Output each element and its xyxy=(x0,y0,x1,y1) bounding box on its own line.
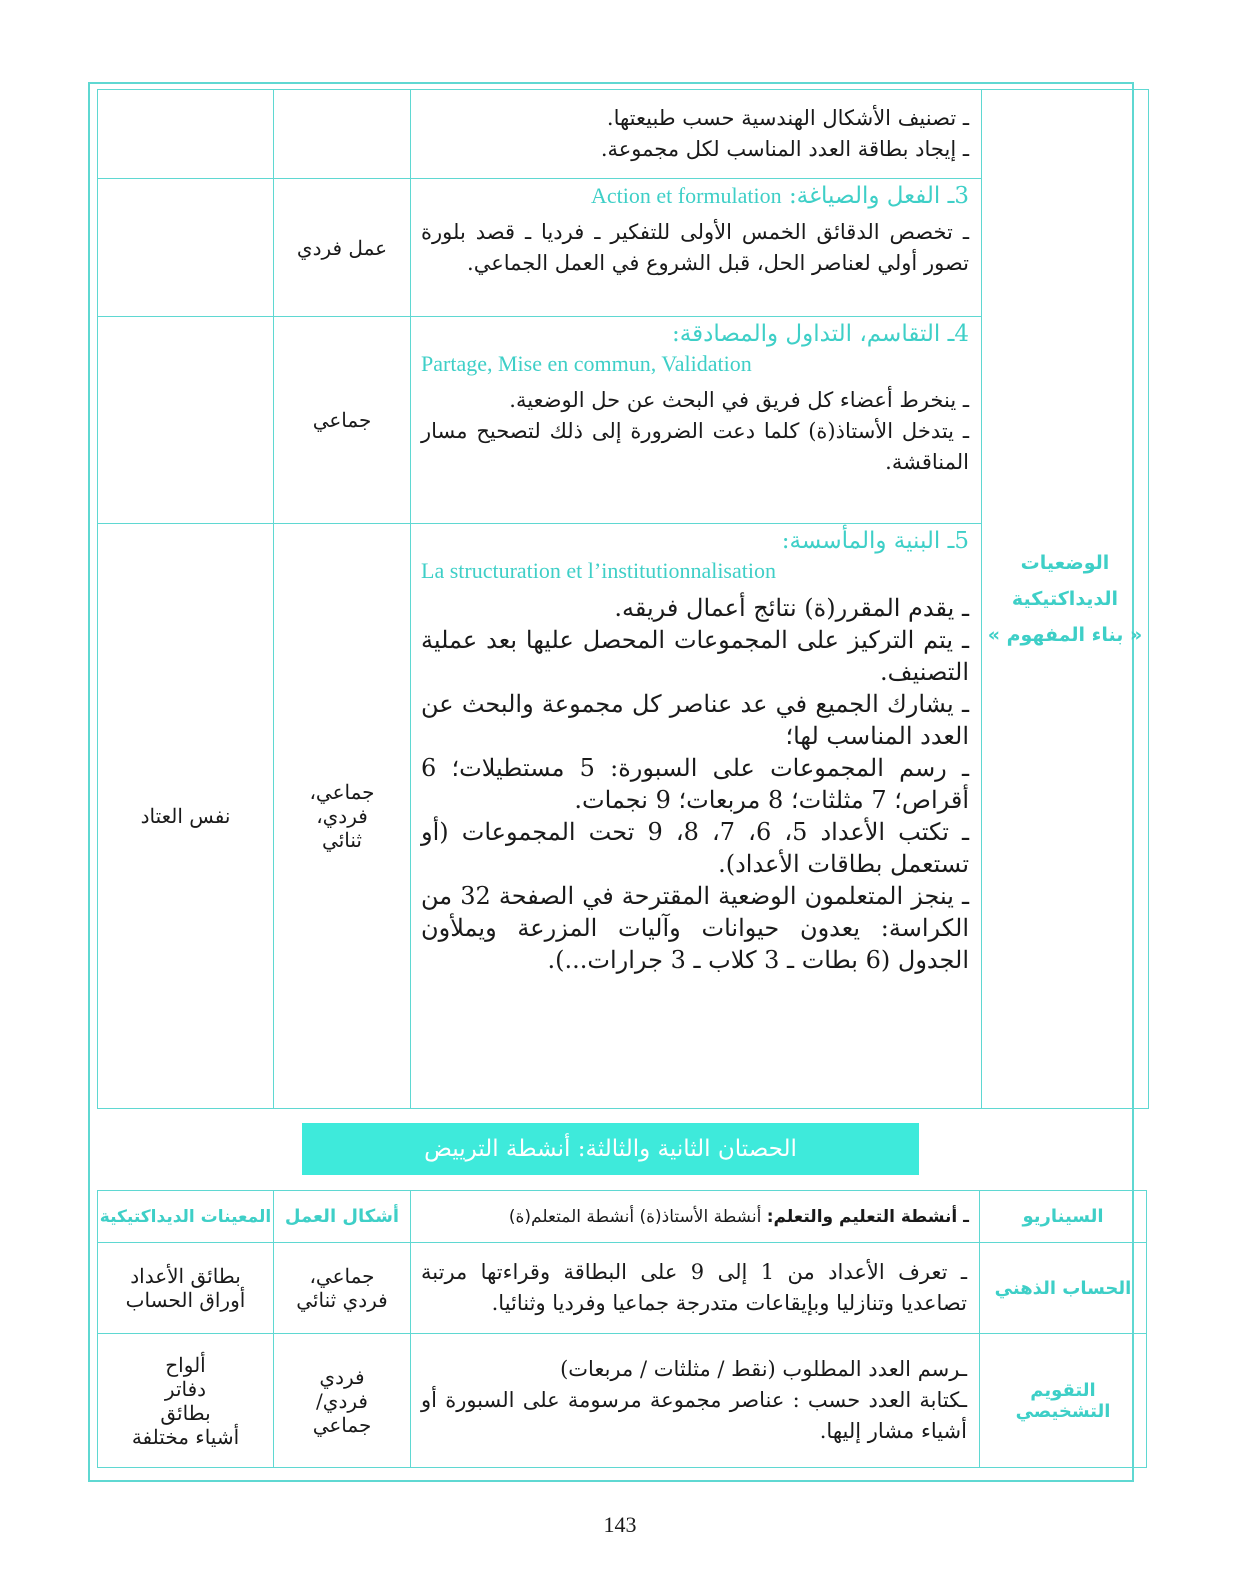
activity-line: ـ ينخرط أعضاء كل فريق في البحث عن حل الوضعية. xyxy=(509,388,969,412)
activities-cell xyxy=(411,1334,980,1468)
activity-line: ـ تعرف الأعداد من 1 إلى 9 على البطاقة وقراءتها مرتبة تصاعديا وتنازليا وبإيقاعات متدرجة جماعيا وفرديا وثنائيا. xyxy=(421,1260,967,1315)
activity-line: ـكتابة العدد حسب : عناصر مجموعة مرسومة على السبورة أو أشياء مشار إليها. xyxy=(421,1388,967,1443)
table-row xyxy=(98,90,1149,179)
work-form-line: فردي، xyxy=(316,804,368,828)
activities-cell xyxy=(411,90,982,179)
section-banner: الحصتان الثانية والثالثة: أنشطة الترييض xyxy=(302,1123,919,1175)
table-row xyxy=(98,1243,1147,1334)
aid-line: أوراق الحساب xyxy=(125,1288,246,1312)
activity-line: ـ تخصص الدقائق الخمس الأولى للتفكير ـ فرديا ـ قصد بلورة تصور أولي لعناصر الحل، قبل الشروع في العمل الجماعي. xyxy=(421,220,969,275)
activity-line: ـ يشارك الجميع في عد عناصر كل مجموعة والبحث عن العدد المناسب لها؛ xyxy=(421,690,969,750)
section-title-cell xyxy=(982,90,1149,1109)
upper-lesson-table xyxy=(97,89,1149,1109)
header-activities xyxy=(411,1191,980,1243)
activity-line: ـ إيجاد بطاقة العدد المناسب لكل مجموعة. xyxy=(600,137,969,161)
work-form-line: جماعي، xyxy=(309,780,375,804)
phase-heading-fr: La structuration et l’institutionnalisation xyxy=(421,558,776,583)
header-scenario: السيناريو xyxy=(980,1191,1147,1243)
aids-cell xyxy=(98,1243,274,1334)
work-form-cell xyxy=(274,1334,411,1468)
aids-cell xyxy=(98,90,274,179)
lower-lesson-table xyxy=(97,1190,1147,1468)
phase-heading: 4ـ التقاسم، التداول والمصادقة: xyxy=(672,321,969,347)
activity-line: ـ تكتب الأعداد 5، 6، 7، 8، 9 تحت المجموعات (أو تستعمل بطاقات الأعداد). xyxy=(421,818,970,878)
header-work-forms: أشكال العمل xyxy=(274,1191,411,1243)
aids-cell xyxy=(98,179,274,317)
phase-heading: 3ـ الفعل والصياغة: Action et formulation xyxy=(591,183,969,209)
section-title-line: الديداكتيكية xyxy=(1011,588,1119,610)
scenario-cell: التقويم التشخيصي xyxy=(980,1334,1147,1468)
activity-line: ـ يتدخل الأستاذ(ة) كلما دعت الضرورة إلى ذلك لتصحيح مسار المناقشة. xyxy=(421,419,969,474)
work-form-line: جماعي xyxy=(312,1412,372,1437)
work-form-cell: عمل فردي xyxy=(274,179,411,317)
work-form-cell xyxy=(274,1243,411,1334)
page-number: 143 xyxy=(603,1512,637,1537)
activity-line: ـ ينجز المتعلمون الوضعية المقترحة في الصفحة 32 من الكراسة: يعدون حيوانات وآليات المزرعة ويملأون الجدول (6 بطات ـ 3 كلاب ـ 3 جرارات...). xyxy=(421,882,969,974)
phase-heading-fr: Action et formulation xyxy=(591,183,782,208)
activities-cell xyxy=(411,317,982,524)
section-title-line: « بناء المفهوم » xyxy=(987,624,1143,646)
scenario-cell: الحساب الذهني xyxy=(980,1243,1147,1334)
aid-line: دفاتر xyxy=(164,1376,207,1401)
work-form-line: جماعي، xyxy=(309,1264,375,1288)
section-title-line: الوضعيات xyxy=(1020,552,1110,574)
header-activities-rest: أنشطة الأستاذ(ة) أنشطة المتعلم(ة) xyxy=(508,1206,762,1227)
header-activities-label: ـ أنشطة التعليم والتعلم: xyxy=(766,1206,969,1227)
activity-line: ـرسم العدد المطلوب (نقط / مثلثات / مربعات) xyxy=(560,1357,967,1381)
activities-cell xyxy=(411,524,982,1109)
aids-cell xyxy=(98,317,274,524)
aids-cell: نفس العتاد xyxy=(98,524,274,1109)
header-aids: المعينات الديداكتيكية xyxy=(98,1191,274,1243)
work-form-line: فردي xyxy=(319,1364,365,1389)
activities-cell xyxy=(411,179,982,317)
work-form-cell xyxy=(274,90,411,179)
work-form-line: ثنائي xyxy=(322,828,362,852)
activity-line: ـ رسم المجموعات على السبورة: 5 مستطيلات؛ 6 أقراص؛ 7 مثلثات؛ 8 مربعات؛ 9 نجمات. xyxy=(421,754,969,814)
work-form-line: فردي/ xyxy=(316,1388,368,1413)
section-title xyxy=(982,545,1148,653)
activities-cell xyxy=(411,1243,980,1334)
activity-line: ـ يقدم المقرر(ة) نتائج أعمال فريقه. xyxy=(614,594,969,622)
phase-heading-fr: Partage, Mise en commun, Validation xyxy=(421,351,752,376)
aid-line: بطائق الأعداد xyxy=(130,1264,241,1288)
phase-heading: 5ـ البنية والمأسسة: xyxy=(781,528,969,554)
table-header-row xyxy=(98,1191,1147,1243)
aid-line: بطائق xyxy=(160,1400,211,1425)
table-row xyxy=(98,1334,1147,1468)
aid-line: أشياء مختلفة xyxy=(131,1424,240,1449)
activity-line: ـ تصنيف الأشكال الهندسية حسب طبيعتها. xyxy=(606,106,969,130)
work-form-cell xyxy=(274,524,411,1109)
aid-line: ألواح xyxy=(165,1352,206,1377)
aids-cell xyxy=(98,1334,274,1468)
work-form-cell: جماعي xyxy=(274,317,411,524)
activity-line: ـ يتم التركيز على المجموعات المحصل عليها بعد عملية التصنيف. xyxy=(421,626,969,686)
work-form-line: فردي ثنائي xyxy=(296,1288,388,1312)
